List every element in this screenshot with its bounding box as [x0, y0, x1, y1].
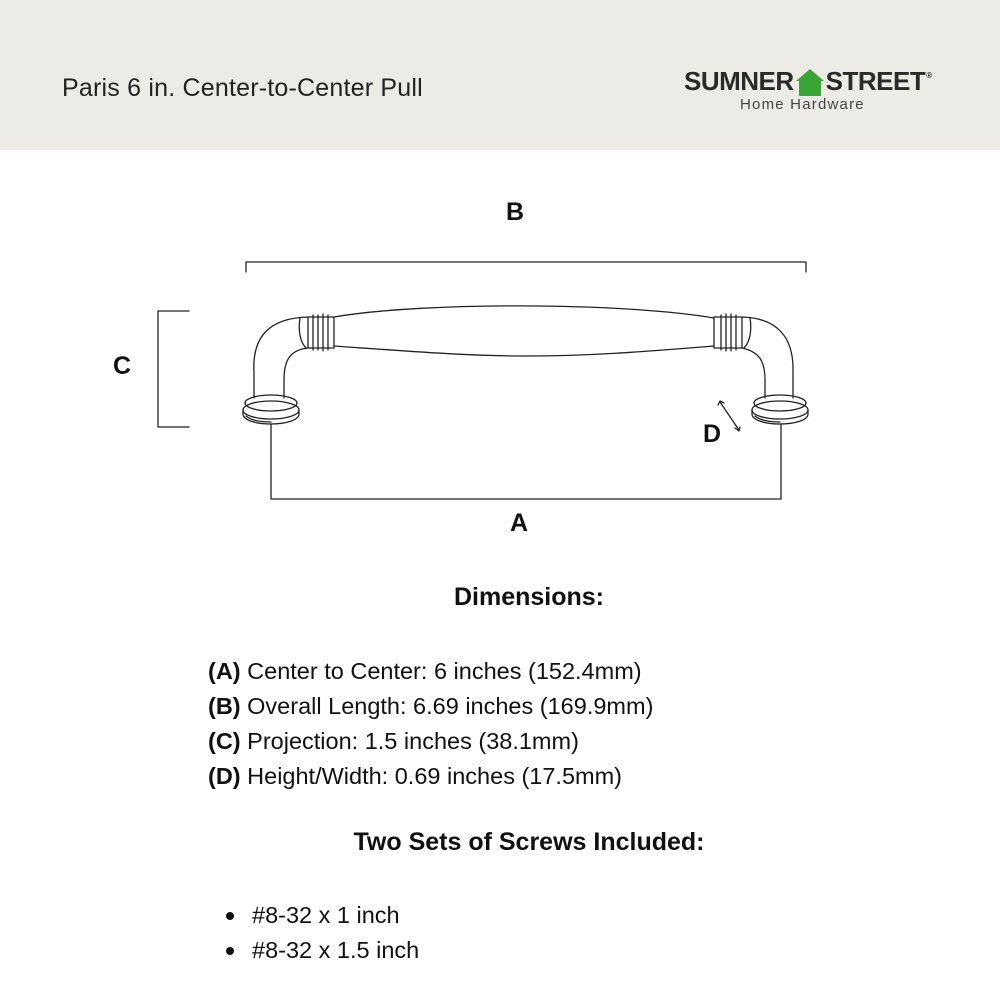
- dimension-d-arrow: [720, 402, 739, 430]
- dimension-row-c: [208, 724, 653, 759]
- dimension-text: Center to Center: 6 inches (152.4mm): [247, 658, 642, 684]
- dimension-row-a: [208, 654, 653, 689]
- label-c: C: [113, 352, 132, 380]
- screws-heading: Two Sets of Screws Included:: [353, 828, 705, 856]
- dimension-text: Height/Width: 0.69 inches (17.5mm): [247, 763, 623, 789]
- logo-tagline: Home Hardware: [740, 96, 865, 113]
- screw-text: #8-32 x 1 inch: [252, 902, 400, 928]
- dimensions-heading: Dimensions:: [453, 583, 605, 611]
- logo-wordmark: [684, 67, 932, 97]
- logo-word-right: STREET: [825, 66, 926, 96]
- screws-list: [226, 898, 419, 968]
- bullet-icon: [226, 947, 234, 955]
- dimension-text: Overall Length: 6.69 inches (169.9mm): [247, 693, 654, 719]
- house-icon: [795, 67, 825, 97]
- product-title: Paris 6 in. Center-to-Center Pull: [62, 74, 423, 102]
- screw-text: #8-32 x 1.5 inch: [252, 937, 420, 963]
- dimension-text: Projection: 1.5 inches (38.1mm): [247, 728, 579, 754]
- logo-word-left: SUMNER: [684, 66, 794, 96]
- dimension-b-bracket: [246, 262, 806, 272]
- label-a: A: [510, 509, 529, 537]
- dimension-row-d: [208, 759, 653, 794]
- header-banner: [0, 0, 1000, 150]
- registered-mark: ®: [926, 71, 932, 80]
- screw-item: [226, 898, 419, 933]
- dimension-c-bracket: [158, 311, 189, 427]
- dimensions-list: [208, 654, 653, 794]
- dimension-key: (A): [208, 658, 241, 684]
- pull-dimension-diagram: [0, 150, 1000, 570]
- bullet-icon: [226, 912, 234, 920]
- brand-logo: [684, 60, 954, 120]
- screw-item: [226, 933, 419, 968]
- label-b: B: [506, 198, 525, 226]
- dimension-key: (B): [208, 693, 241, 719]
- dimension-key: (D): [208, 763, 241, 789]
- label-d: D: [703, 420, 722, 448]
- dimension-row-b: [208, 689, 653, 724]
- dimension-key: (C): [208, 728, 241, 754]
